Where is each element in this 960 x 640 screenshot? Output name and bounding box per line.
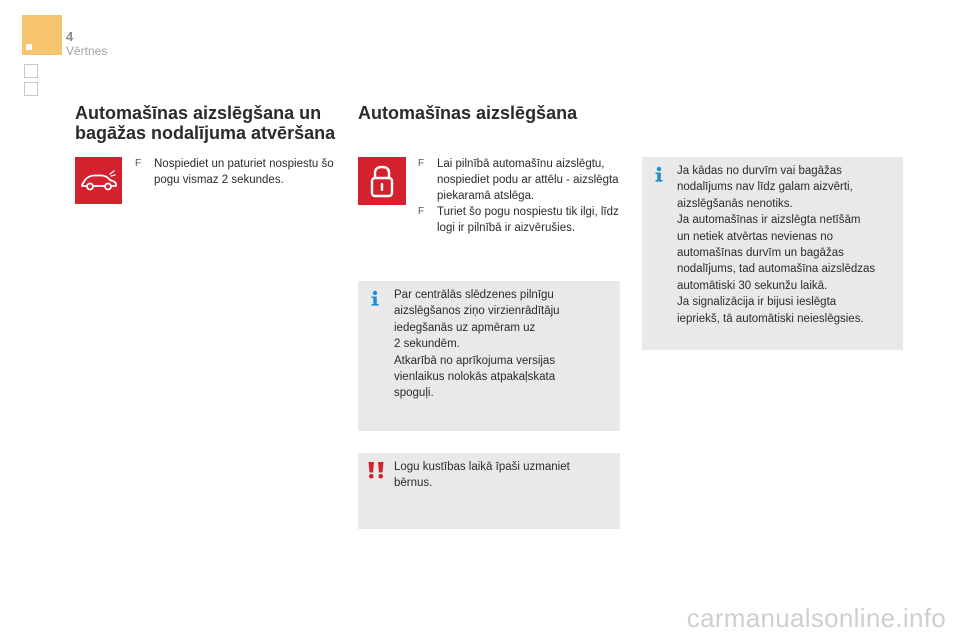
note-line: bērnus. (394, 477, 433, 490)
note-line: Ja kādas no durvīm vai bagāžas (677, 165, 842, 177)
left-bullet-list (133, 156, 348, 188)
note-line: aizslēgšanās nenotiks. (677, 197, 793, 210)
page-number: 4 (66, 29, 74, 44)
note-line: Atkarībā no aprīkojuma versijas (394, 354, 556, 367)
info-note (642, 157, 903, 350)
padlock-icon (358, 157, 406, 205)
note-line: Ja signalizācija ir bijusi ieslēgta (677, 296, 837, 309)
warning-note (358, 453, 620, 529)
note-line: aizslēgšanos ziņo virzienrādītāju (394, 305, 560, 318)
middle-bullet-list (416, 156, 626, 236)
note-line: un netiek atvērtas nevienas no (677, 230, 833, 243)
note-line: nodalījums nav līdz galam aizvērti, (677, 181, 853, 194)
left-heading: Automašīnas aizslēgšana un bagāžas nodalījuma atvēršana (75, 103, 336, 143)
note-line: iedegšanās uz apmēram uz (394, 321, 536, 334)
watermark: carmanualsonline.info (686, 603, 946, 633)
note-line: nodalījums, tad automašīna aizslēdzas (677, 263, 876, 276)
car-key-icon (75, 157, 122, 204)
info-note-text (677, 163, 875, 327)
note-line: 2 sekundēm. (394, 338, 460, 351)
note-line: automašīnas durvīm un bagāžas (677, 247, 844, 260)
section-tab-outline (24, 64, 38, 78)
note-line: vienlaikus nolokās atpakaļskata (394, 371, 556, 384)
note-line: Logu kustības laikā īpaši uzmaniet (394, 461, 570, 473)
middle-heading: Automašīnas aizslēgšana (358, 103, 578, 123)
list-item: F Nospiediet un paturiet nospiestu šo pogu vismaz 2 sekundes. (133, 156, 348, 188)
note-line: spoguļi. (394, 387, 434, 400)
warning-note-text (394, 459, 570, 492)
note-line: iepriekš, tā automātiski neieslēgsies. (677, 312, 864, 325)
info-note-text (394, 287, 560, 402)
info-note (358, 281, 620, 431)
list-item: F Lai pilnībā automašīnu aizslēgtu, nospiediet podu ar attēlu - aizslēgta piekaramā atslēga. (416, 156, 626, 204)
note-line: automātiski 30 sekunžu laikā. (677, 279, 828, 292)
info-icon (366, 289, 384, 307)
section-name: Vērtnes (66, 44, 108, 58)
list-item: F Turiet šo pogu nospiestu tik ilgi, līdz logi ir pilnībā ir aizvērušies. (416, 204, 626, 236)
note-line: Ja automašīnas ir aizslēgta netīšām (677, 214, 861, 227)
info-icon (650, 165, 668, 183)
note-line: Par centrālās slēdzenes pilnīgu (394, 289, 554, 301)
warning-icon (366, 461, 386, 479)
tab-marker (26, 44, 32, 50)
section-tab (22, 15, 62, 55)
section-tab-outline (24, 82, 38, 96)
